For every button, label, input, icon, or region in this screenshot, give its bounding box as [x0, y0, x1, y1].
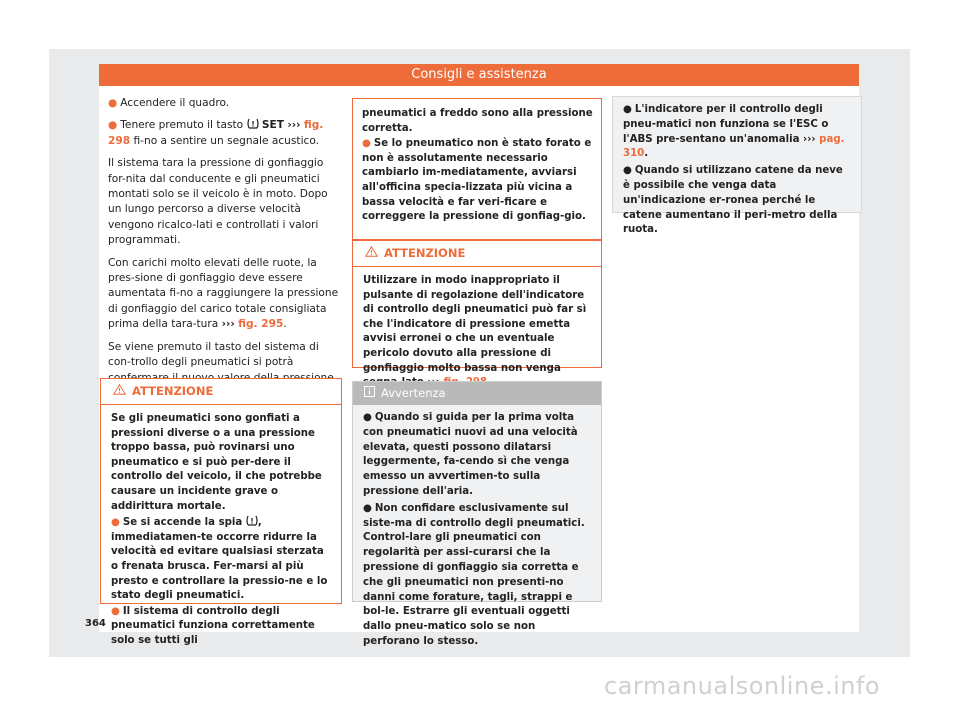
page-link[interactable]: pag. 310 — [623, 133, 845, 160]
note-box — [352, 381, 602, 647]
bullet-icon: ● — [623, 104, 632, 115]
bullet-icon: ● — [363, 412, 372, 423]
section-header: Consigli e assistenza — [99, 64, 859, 86]
note-header: Avvertenza — [353, 382, 601, 405]
warning-body: Utilizzare in modo inappropriato il pulsante di regolazione dell'indicatore di controllo degli pneumatici può far sì che l'indicatore di pressione emetta avvisi erronei o che un eventuale pericolo dovuto alla pressione di gonfiaggio molto bassa non venga — [353, 267, 601, 398]
bullet-icon: ● — [363, 502, 372, 514]
note-continuation-box — [612, 96, 862, 236]
bullet-icon: ● — [111, 517, 120, 529]
figure-link[interactable]: fig. 298 — [108, 119, 324, 147]
warning-triangle-icon — [365, 241, 378, 266]
paragraph: Con carichi molto elevati delle ruote, la pres-sione di gonfiaggio deve essere aumentata fi-no a raggiungere la pressione di gonfiaggio del carico totale consigliata prima della tara-tura ››› fig. 295. — [108, 256, 339, 331]
paragraph: Il sistema tara la pressione di gonfiaggio for-nita dal conducente e gli pneumatici montati solo se il veicolo è in moto. Dopo un lungo percorso a diverse velocità vengono ricalco-lati e controllati i valori programmati. — [108, 157, 328, 247]
warning-header: ATTENZIONE — [353, 241, 601, 267]
warning-box — [100, 378, 342, 646]
info-icon — [364, 382, 375, 405]
figure-link[interactable]: fig. 295 — [238, 318, 284, 331]
paragraph: Se viene premuto il tasto del sistema di con-trollo degli pneumatici si potrà — [108, 340, 319, 369]
tire-pressure-icon — [247, 118, 259, 129]
list-item: ● L'indicatore per il controllo degli pneu-matici non funziona se l'ESC o l'ABS pre-sentano un'anomalia ››› pag. 310. — [623, 104, 845, 160]
list-item: ● Accendere il quadro. — [108, 97, 230, 109]
list-item: ● Non confidare esclusivamente sul siste-ma di controllo degli pneumatici. Control-lare gli pneumatici con regolarità per assi-curarsi che la pressione di gonfiaggio sia corretta e che gli pneumatici non presenti-no danni come forature, tagli, strappi e bol-le. Estrarre gli eventuali oggetti dallo pneu-matico solo se non perforano lo stesso. — [363, 502, 585, 647]
set-key: SET — [261, 119, 284, 132]
warning-header: ATTENZIONE — [101, 379, 341, 405]
list-item: ● Se lo pneumatico non è stato forato e non è assolutamente necessario cambiarlo im-mediatamente, avviarsi all'officina specia-lizzata più vicina a bassa velocità e far veri-ficare e correggere la pressione di gonfiag-gio. — [362, 138, 592, 223]
list-item: ● Il sistema di controllo degli pneumatici funziona correttamente solo se tutti gli — [111, 605, 315, 646]
watermark: carmanualsonline.info — [604, 672, 881, 700]
warning-body: pneumatici a freddo sono alla pressione corretta. ● Se lo pneumatico non è stato forato e non è assolutamente necessario cambiarlo im-mediatamente, avviarsi all'officina specia-lizzata più vicina a bassa velocità e far veri-ficare e correggere la pressione di gonfiag-gio. — [353, 99, 601, 232]
left-column — [108, 96, 344, 393]
warning-continuation-box — [352, 98, 602, 240]
page-number: 364 — [85, 618, 106, 629]
list-item: ● Tenere premuto il tasto SET ››› fig. 298 fi-no a sentire un segnale acustico. — [108, 119, 324, 147]
warning-body: Se gli pneumatici sono gonfiati a pressioni diverse o a una pressione troppo bassa, può rovinarsi uno pneumatico e si può per-dere il controllo del veicolo, il che potrebbe causare un incidente grave o addirittura mortale. ● Se si accende la spia , immediatamen-te occorre ridurre la velocità ed evitare qualsiasi sterzata o frenata brusca. Fer-marsi al più presto e controllare la pressio-ne e lo stato degli pneumatici. ● Il sistema di controllo degli pneumatici funziona correttamente solo se tutti gli — [101, 405, 341, 656]
list-item: ● Quando si guida per la prima volta con pneumatici nuovi ad una velocità elevata, questi possono dilatarsi leggermente, fa-cendo sì che venga emesso un avvertimen-to sulla pressione dell'aria. — [363, 412, 578, 497]
warning-triangle-icon — [113, 379, 126, 404]
list-item: ● Quando si utilizzano catene da neve è possibile che venga data un'indicazione er-ronea perché le catene aumentano il peri-metro della ruota. — [623, 165, 843, 236]
note-body — [353, 405, 601, 658]
warning-box — [352, 240, 602, 374]
bullet-icon: ● — [108, 97, 118, 109]
bullet-icon: ● — [362, 138, 371, 150]
note-body — [613, 97, 861, 246]
bullet-icon: ● — [111, 605, 120, 617]
bullet-icon: ● — [623, 165, 632, 177]
tire-pressure-icon — [246, 515, 258, 526]
bullet-icon: ● — [108, 119, 118, 132]
list-item: ● Se si accende la spia , immediatamen-te occorre ridurre la velocità ed evitare qualsiasi sterzata o frenata brusca. Fer-marsi al più presto e controllare la pressio-ne e lo stato degli pneumatici. — [111, 517, 328, 602]
